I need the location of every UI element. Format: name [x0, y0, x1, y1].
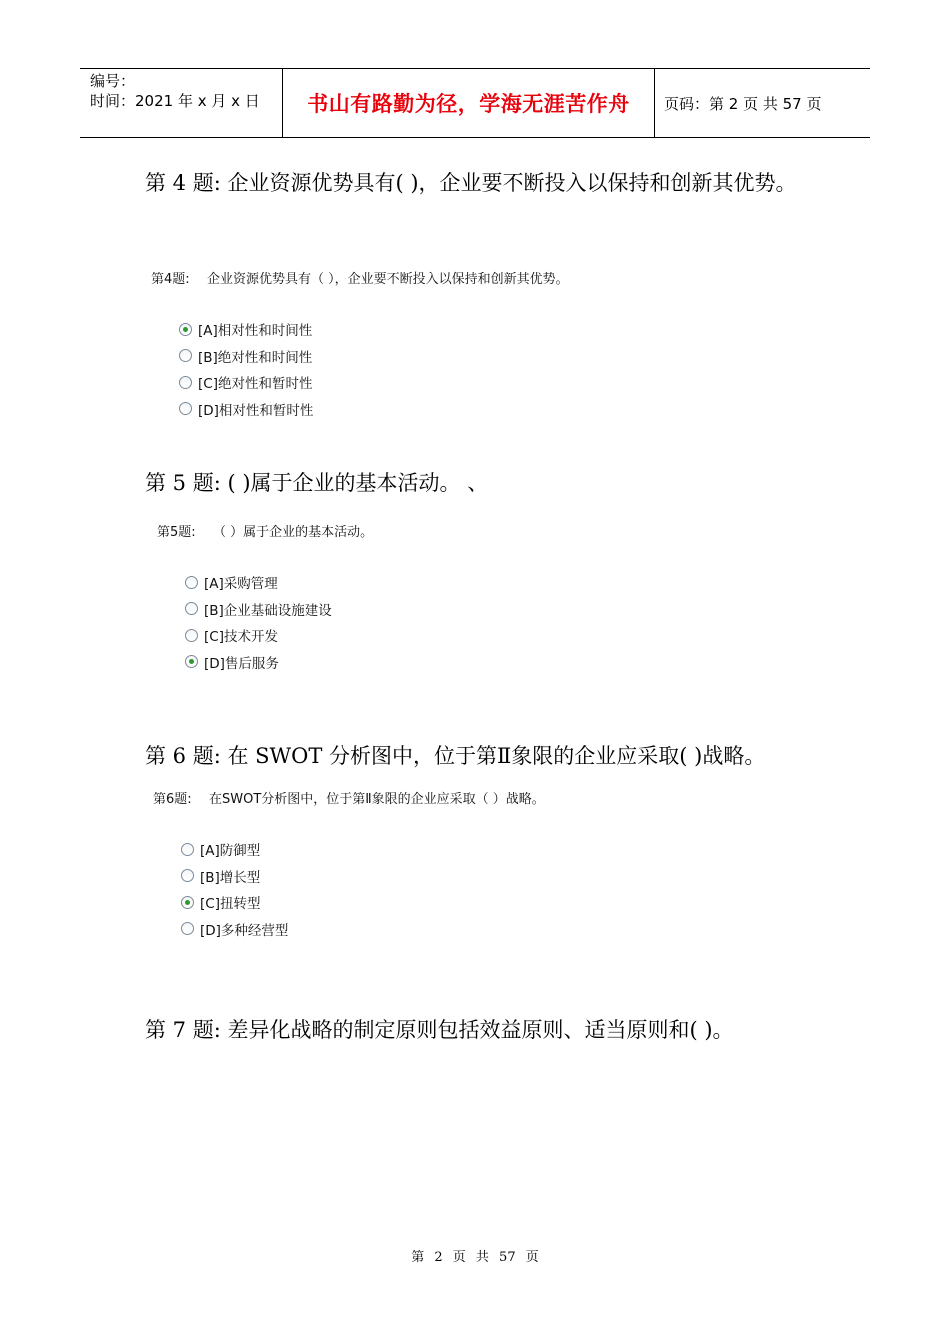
option-c[interactable]: [179, 369, 313, 396]
option-label: [A]采购管理: [204, 576, 278, 593]
option-d[interactable]: [179, 396, 313, 423]
header-page-info: 页码：第 2 页 共 57 页: [664, 94, 822, 113]
option-b[interactable]: [185, 596, 332, 623]
option-b[interactable]: [181, 863, 288, 890]
option-label: [B]企业基础设施建设: [204, 602, 332, 619]
option-c[interactable]: [181, 889, 288, 916]
screenshot-question-text: 在SWOT分析图中，位于第Ⅱ象限的企业应采取（ ）战略。: [209, 792, 545, 807]
screenshot-question-text: 企业资源优势具有（ ），企业要不断投入以保持和创新其优势。: [207, 272, 569, 287]
header-motto: 书山有路勤为径，学海无涯苦作舟: [282, 69, 655, 137]
radio-icon[interactable]: [185, 629, 198, 642]
option-d[interactable]: [181, 916, 288, 943]
screenshot-title: [151, 268, 569, 287]
radio-icon[interactable]: [179, 376, 192, 389]
screenshot-question-text: （ ）属于企业的基本活动。: [213, 525, 374, 540]
question-7-text: 第 7 题: 差异化战略的制定原则包括效益原则、适当原则和( )。: [145, 1018, 734, 1042]
screenshot-question-number: 第4题:: [151, 272, 190, 287]
question-6-options: [181, 836, 288, 942]
header-time: 时间：2021 年 x 月 x 日: [90, 92, 260, 110]
question-4-text: 第 4 题: 企业资源优势具有( )，企业要不断投入以保持和创新其优势。: [145, 171, 797, 195]
option-label: [C]技术开发: [204, 629, 278, 646]
question-6-text: 第 6 题: 在 SWOT 分析图中，位于第Ⅱ象限的企业应采取( )战略。: [145, 744, 766, 768]
page-header: [80, 68, 870, 138]
option-d[interactable]: [185, 649, 332, 676]
question-5-text: 第 5 题: ( )属于企业的基本活动。 、: [145, 471, 489, 495]
question-4-options: [179, 316, 313, 422]
radio-icon[interactable]: [179, 402, 192, 415]
option-a[interactable]: [181, 836, 288, 863]
radio-icon[interactable]: [181, 843, 194, 856]
screenshot-title: [157, 521, 373, 540]
option-label: [C]绝对性和暂时性: [198, 376, 313, 393]
option-label: [A]防御型: [200, 843, 261, 860]
option-b[interactable]: [179, 343, 313, 370]
radio-selected-icon[interactable]: [181, 896, 194, 909]
option-c[interactable]: [185, 622, 332, 649]
question-5-screenshot: [157, 521, 373, 540]
screenshot-question-number: 第5题:: [157, 525, 196, 540]
option-a[interactable]: [185, 569, 332, 596]
option-label: [C]扭转型: [200, 896, 261, 913]
radio-icon[interactable]: [185, 576, 198, 589]
question-6-screenshot: [153, 788, 545, 807]
option-label: [B]绝对性和时间性: [198, 349, 313, 366]
page-footer: 第 2 页 共 57 页: [411, 1250, 539, 1265]
header-meta: [80, 69, 282, 137]
option-label: [D]售后服务: [204, 655, 279, 672]
option-label: [D]多种经营型: [200, 922, 289, 939]
radio-icon[interactable]: [181, 922, 194, 935]
screenshot-title: [153, 788, 545, 807]
radio-icon[interactable]: [181, 869, 194, 882]
option-label: [B]增长型: [200, 869, 261, 886]
radio-icon[interactable]: [185, 602, 198, 615]
option-label: [A]相对性和时间性: [198, 323, 313, 340]
question-5-options: [185, 569, 332, 675]
option-a[interactable]: [179, 316, 313, 343]
question-4-screenshot: [151, 268, 569, 287]
screenshot-question-number: 第6题:: [153, 792, 192, 807]
radio-selected-icon[interactable]: [179, 323, 192, 336]
option-label: [D]相对性和暂时性: [198, 402, 314, 419]
header-number: 编号：: [90, 72, 136, 90]
radio-icon[interactable]: [179, 349, 192, 362]
radio-selected-icon[interactable]: [185, 655, 198, 668]
